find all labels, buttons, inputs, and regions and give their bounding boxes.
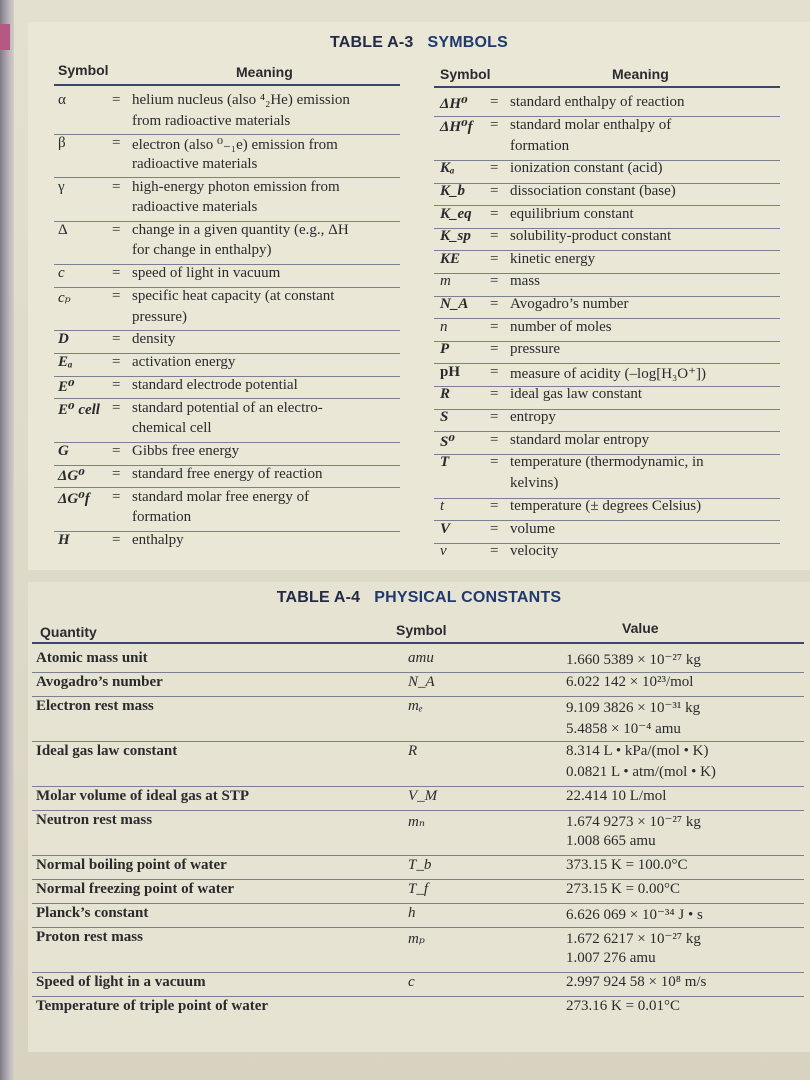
a3-right-symbol: pH — [440, 363, 461, 380]
a4-quantity: Normal freezing point of water — [36, 881, 235, 897]
a3-right-meaning: standard molar enthalpy of — [510, 116, 672, 133]
a3-right-meaning: kinetic energy — [510, 250, 596, 267]
a3-right-meaning: measure of acidity (–log[H₃O⁺]) — [510, 365, 706, 382]
a3-right-meaning: solubility-product constant — [510, 228, 672, 245]
a3-left-meaning: radioactive materials — [132, 155, 258, 172]
a4-quantity: Ideal gas law constant — [36, 743, 178, 759]
a4-quantity: Molar volume of ideal gas at STP — [36, 788, 250, 804]
a3-right-row-rule — [434, 341, 780, 342]
a3-left-meaning: from radioactive materials — [132, 112, 291, 129]
a4-symbol: V_M — [408, 788, 438, 804]
a4-quantity: Planck’s constant — [36, 905, 149, 921]
a3-right-symbol: n — [440, 318, 448, 335]
a3-left-symbol: cₚ — [58, 290, 71, 306]
a3-left-symbol: γ — [58, 178, 65, 195]
a4-symbol: R — [408, 743, 418, 759]
a3-left-meaning: activation energy — [132, 354, 236, 371]
a3-left-meaning: density — [132, 331, 176, 348]
a3-left-meaning: standard potential of an electro- — [132, 399, 323, 416]
a3-right-row-rule — [434, 273, 780, 274]
a4-value: 0.0821 L • atm/(mol • K) — [566, 764, 716, 780]
a3-right-header-rule — [434, 86, 780, 88]
a4-value: 1.008 665 amu — [566, 833, 656, 849]
a3-left-equals: = — [112, 354, 121, 371]
a3-left-meaning: for change in enthalpy) — [132, 242, 272, 259]
a4-row-rule — [32, 879, 804, 880]
a4-quantity: Atomic mass unit — [36, 650, 148, 666]
a3-right-meaning: standard enthalpy of reaction — [510, 94, 685, 110]
a3-right-equals: = — [490, 454, 499, 471]
a3-left-symbol: D — [58, 331, 69, 348]
a4-value: 5.4858 × 10⁻⁴ amu — [566, 721, 681, 737]
a3-left-symbol: ΔG⁰f — [58, 490, 90, 507]
a3-right-symbol: T — [440, 454, 450, 471]
a3-right-symbol: ΔH⁰ — [440, 96, 468, 112]
a4-value: 22.414 10 L/mol — [566, 788, 667, 804]
table-a3-title: TABLE A-3 SYMBOLS — [329, 34, 509, 51]
a3-left-symbol: β — [58, 135, 66, 152]
a3-right-equals: = — [490, 183, 499, 199]
a4-quantity: Temperature of triple point of water — [36, 998, 269, 1014]
a3-right-equals: = — [490, 273, 499, 290]
a3-right-equals: = — [490, 318, 499, 335]
a4-quantity: Proton rest mass — [36, 929, 143, 945]
a3-right-symbol: P — [440, 341, 450, 358]
a3-left-meaning: chemical cell — [132, 420, 212, 437]
table-a4-physical-constants — [28, 582, 810, 1052]
a4-row-rule — [32, 741, 804, 742]
a3-right-equals: = — [490, 363, 499, 380]
a4-symbol: N_A — [408, 674, 435, 690]
a3-left-meaning: standard electrode potential — [132, 376, 298, 393]
a3-right-meaning: temperature (thermodynamic, in — [510, 454, 704, 471]
a3-right-symbol: K_b — [440, 183, 466, 199]
a4-symbol: mₑ — [408, 698, 423, 714]
a3-right-equals: = — [490, 205, 499, 222]
a4-header-rule — [32, 642, 804, 644]
a3-left-meaning-header: Meaning — [236, 64, 293, 80]
a3-right-symbol: KE — [440, 250, 461, 267]
a3-right-meaning: dissociation constant (base) — [510, 183, 676, 199]
a3-right-meaning: temperature (± degrees Celsius) — [510, 498, 702, 514]
a3-right-symbol-header: Symbol — [440, 66, 491, 82]
a4-value: 373.15 K = 100.0°C — [566, 857, 688, 873]
a3-right-meaning: equilibrium constant — [510, 205, 634, 222]
a3-left-symbol: G — [58, 443, 69, 459]
a3-right-symbol: Kₐ — [440, 160, 455, 177]
a3-left-equals: = — [112, 265, 121, 282]
a3-left-equals: = — [112, 288, 121, 304]
a3-right-symbol: m — [440, 273, 451, 290]
a3-right-meaning: number of moles — [510, 318, 612, 335]
a3-right-meaning: entropy — [510, 409, 556, 425]
a3-right-row-rule — [434, 250, 780, 251]
a3-right-meaning: ideal gas law constant — [510, 386, 643, 403]
a3-right-meaning: standard molar entropy — [510, 431, 650, 448]
a4-quantity: Speed of light in a vacuum — [36, 974, 206, 990]
a3-right-meaning: pressure — [510, 341, 560, 358]
a3-left-row-rule — [54, 531, 400, 532]
a3-left-meaning: high-energy photon emission from — [132, 178, 340, 195]
a4-value-header: Value — [622, 620, 659, 636]
a4-value: 6.626 069 × 10⁻³⁴ J • s — [566, 907, 703, 923]
a3-right-meaning: mass — [510, 273, 540, 290]
a4-quantity-header: Quantity — [40, 624, 97, 640]
a3-right-meaning: formation — [510, 137, 570, 154]
a4-quantity: Normal boiling point of water — [36, 857, 227, 873]
a3-left-symbol: ΔG⁰ — [58, 467, 85, 484]
a3-left-meaning: formation — [132, 509, 192, 526]
a3-right-symbol: S⁰ — [440, 433, 455, 450]
a3-left-meaning: standard molar free energy of — [132, 488, 310, 505]
a4-symbol: mₚ — [408, 931, 425, 947]
a3-right-symbol: S — [440, 409, 449, 425]
a3-right-symbol: t — [440, 498, 445, 514]
a3-right-meaning: volume — [510, 520, 555, 537]
a4-row-rule — [32, 786, 804, 787]
a3-left-meaning: standard free energy of reaction — [132, 465, 323, 482]
a3-left-meaning: speed of light in vacuum — [132, 265, 281, 282]
a3-left-equals: = — [112, 178, 121, 195]
a3-right-equals: = — [490, 160, 499, 177]
a3-left-symbol: E⁰ — [58, 378, 75, 395]
a4-value: 273.16 K = 0.01°C — [566, 998, 681, 1014]
a4-row-rule — [32, 696, 804, 697]
table-a3-symbols — [28, 22, 810, 570]
a3-left-equals: = — [112, 443, 121, 459]
a4-value: 6.022 142 × 10²³/mol — [566, 674, 694, 690]
a3-left-meaning: electron (also ⁰₋₁e) emission from — [132, 137, 338, 154]
a3-left-equals: = — [112, 221, 121, 238]
a4-symbol: T_b — [408, 857, 432, 873]
a3-right-equals: = — [490, 94, 499, 110]
a3-right-row-rule — [434, 543, 780, 544]
a4-row-rule — [32, 903, 804, 904]
a3-left-symbol: Δ — [58, 221, 68, 238]
book-spine-shadow — [0, 0, 14, 1080]
a3-right-meaning: ionization constant (acid) — [510, 160, 663, 177]
a4-value: 1.672 6217 × 10⁻²⁷ kg — [566, 931, 701, 947]
a3-right-equals: = — [490, 520, 499, 537]
a4-row-rule — [32, 810, 804, 811]
a3-right-symbol: V — [440, 520, 451, 537]
a4-symbol: c — [408, 974, 415, 990]
a3-right-symbol: R — [440, 386, 451, 403]
a3-left-meaning: change in a given quantity (e.g., ΔH — [132, 221, 349, 238]
a4-quantity: Avogadro’s number — [36, 674, 163, 690]
a4-symbol: mₙ — [408, 814, 425, 830]
a3-left-symbol: α — [58, 92, 66, 108]
a3-right-meaning: Avogadro’s number — [510, 296, 629, 312]
a3-right-equals: = — [490, 543, 499, 560]
a3-right-meaning: kelvins) — [510, 475, 559, 492]
a3-left-equals: = — [112, 531, 121, 548]
a4-value: 8.314 L • kPa/(mol • K) — [566, 743, 709, 759]
a4-row-rule — [32, 855, 804, 856]
table-a4-title: TABLE A-4 PHYSICAL CONSTANTS — [276, 589, 562, 606]
a3-left-symbol: E⁰ cell — [58, 401, 100, 418]
a3-left-equals: = — [112, 92, 121, 108]
a3-right-row-rule — [434, 520, 780, 521]
a3-left-meaning: helium nucleus (also ⁴₂He) emission — [132, 92, 350, 108]
a3-left-meaning: radioactive materials — [132, 199, 258, 216]
a3-right-equals: = — [490, 228, 499, 245]
a3-left-equals: = — [112, 399, 121, 416]
a4-value: 9.109 3826 × 10⁻³¹ kg — [566, 700, 701, 716]
a3-right-symbol: v — [440, 543, 447, 560]
a3-left-equals: = — [112, 135, 121, 152]
a3-left-row-rule — [54, 330, 400, 331]
a4-value: 273.15 K = 0.00°C — [566, 881, 681, 897]
a4-value: 1.660 5389 × 10⁻²⁷ kg — [566, 652, 701, 668]
a3-left-meaning: Gibbs free energy — [132, 443, 240, 459]
a3-right-symbol: K_sp — [440, 228, 471, 245]
a4-symbol-header: Symbol — [396, 622, 447, 638]
a3-left-equals: = — [112, 488, 121, 505]
a3-left-meaning: enthalpy — [132, 531, 184, 548]
a4-value: 1.007 276 amu — [566, 950, 656, 966]
a4-quantity: Electron rest mass — [36, 698, 154, 714]
a3-left-symbol: H — [58, 531, 70, 548]
a3-left-equals: = — [112, 331, 121, 348]
a3-right-symbol: ΔH⁰f — [440, 118, 473, 135]
a3-left-meaning: pressure) — [132, 308, 187, 325]
a4-row-rule — [32, 972, 804, 973]
a3-left-symbol: Eₐ — [58, 354, 73, 371]
a4-symbol: T_f — [408, 881, 429, 897]
a3-right-row-rule — [434, 409, 780, 410]
a3-right-symbol: K_eq — [440, 205, 472, 222]
a3-left-equals: = — [112, 465, 121, 482]
a3-right-equals: = — [490, 250, 499, 267]
a4-row-rule — [32, 996, 804, 997]
a3-right-equals: = — [490, 341, 499, 358]
a4-symbol: h — [408, 905, 416, 921]
a4-value: 2.997 924 58 × 10⁸ m/s — [566, 974, 707, 990]
a3-right-equals: = — [490, 116, 499, 133]
a4-row-rule — [32, 672, 804, 673]
a3-left-meaning: specific heat capacity (at constant — [132, 288, 335, 304]
a3-right-meaning: velocity — [510, 543, 559, 560]
a3-right-equals: = — [490, 386, 499, 403]
page-tab-marker — [0, 24, 10, 50]
a3-right-equals: = — [490, 409, 499, 425]
a3-left-symbol-header: Symbol — [58, 62, 109, 78]
a4-row-rule — [32, 927, 804, 928]
a3-left-equals: = — [112, 376, 121, 393]
a3-left-header-rule — [54, 84, 400, 86]
a3-right-equals: = — [490, 296, 499, 312]
a3-right-equals: = — [490, 498, 499, 514]
a3-right-equals: = — [490, 431, 499, 448]
a4-value: 1.674 9273 × 10⁻²⁷ kg — [566, 814, 701, 830]
a3-right-meaning-header: Meaning — [612, 66, 669, 82]
a3-left-symbol: c — [58, 265, 65, 282]
a3-right-symbol: N_A — [440, 296, 469, 312]
a4-symbol: amu — [408, 650, 434, 666]
a4-quantity: Neutron rest mass — [36, 812, 153, 828]
